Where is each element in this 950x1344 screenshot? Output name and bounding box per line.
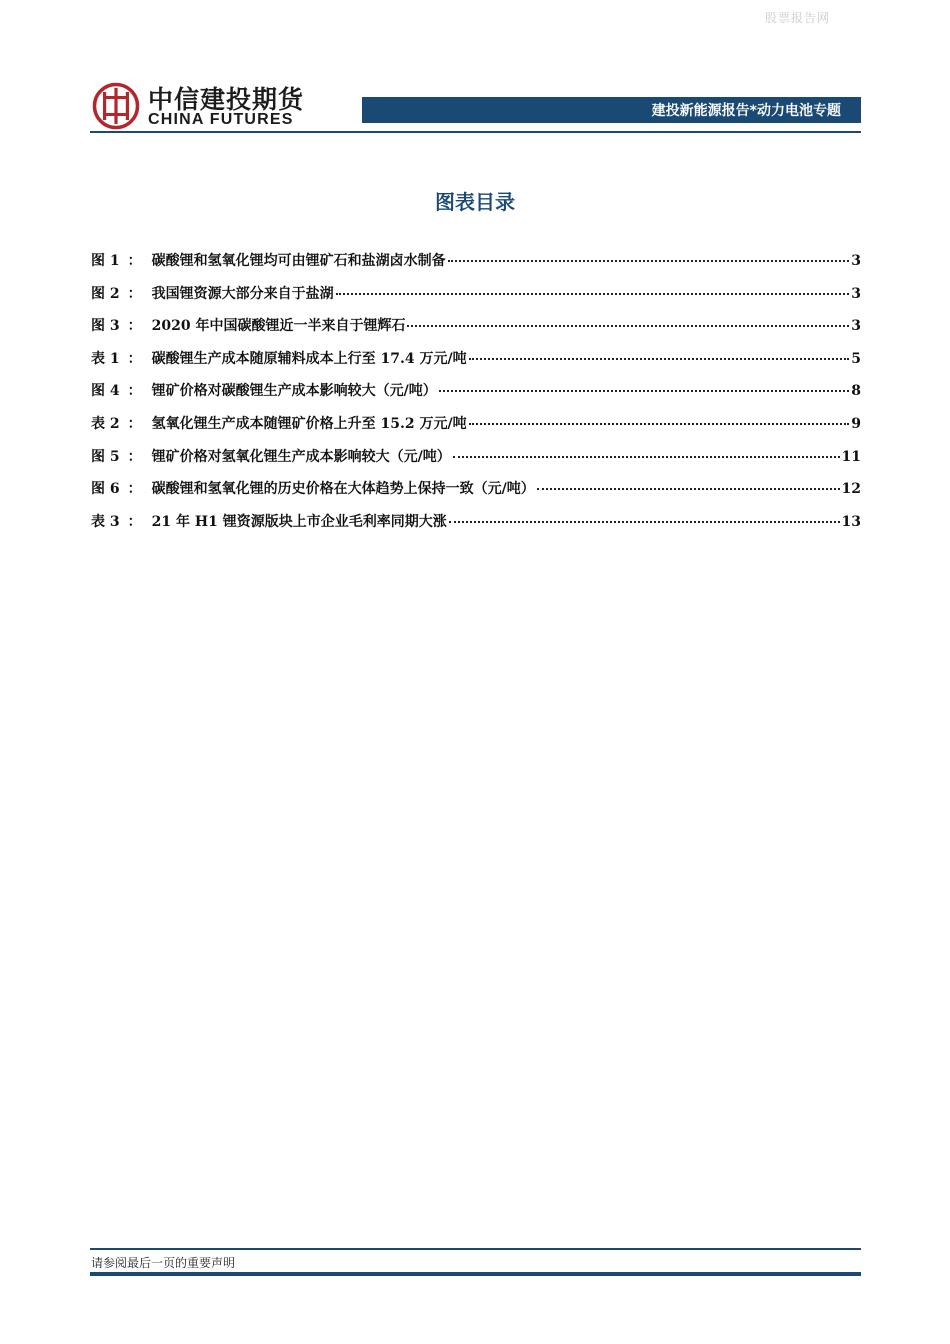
toc-entry-separator: ： [127,513,142,530]
toc-entry[interactable] [91,446,861,479]
toc-entry-separator: ： [127,481,142,498]
toc-entry-title: 碳酸锂和氢氧化锂均可由锂矿石和盐湖卤水制备 [151,253,446,269]
toc-entry-label: 表 3 [91,513,120,530]
toc-entry-label: 表 1 [91,350,120,367]
toc-dot-leader [449,521,840,523]
toc-entry-page: 3 [851,253,861,269]
toc-entry-label: 图 3 [91,318,120,335]
toc-entry[interactable] [91,348,861,381]
toc-entry-title: 2020 年中国碳酸锂近一半来自于锂辉石 [151,318,406,335]
page-title: 图表目录 [435,190,515,214]
toc-entry-separator: ： [127,415,142,432]
toc-entry-label: 图 4 [91,383,120,400]
toc-entry-page: 11 [841,448,861,465]
brand-name-cn: 中信建投期货 [148,85,305,114]
table-of-figures [91,250,861,543]
toc-entry[interactable] [91,380,861,413]
toc-entry-title: 我国锂资源大部分来自于盐湖 [151,285,334,302]
footer-divider [90,1248,861,1250]
toc-dot-leader [537,488,840,490]
toc-entry-title: 碳酸锂和氢氧化锂的历史价格在大体趋势上保持一致（元/吨） [151,481,535,498]
toc-dot-leader [439,390,850,392]
toc-entry-label: 表 2 [91,415,120,432]
footer-divider-thick [90,1272,861,1276]
toc-dot-leader [469,358,850,360]
toc-entry-page: 3 [851,318,861,335]
toc-entry-separator: ： [127,253,142,269]
toc-entry-page: 3 [851,285,861,302]
toc-entry-title: 氢氧化锂生产成本随锂矿价格上升至 15.2 万元/吨 [151,415,467,432]
toc-entry[interactable] [91,250,861,283]
toc-dot-leader [448,260,850,262]
toc-entry-separator: ： [127,383,142,400]
toc-entry-page: 12 [841,481,861,498]
page-header [90,78,861,134]
toc-entry[interactable] [91,315,861,348]
toc-entry[interactable] [91,283,861,316]
toc-dot-leader [407,325,849,327]
toc-entry-separator: ： [127,350,142,367]
toc-entry-separator: ： [127,318,142,335]
toc-entry-page: 9 [851,415,861,432]
toc-entry[interactable] [91,413,861,446]
header-divider [90,131,861,133]
toc-entry[interactable] [91,478,861,511]
header-band [362,97,861,123]
footer-disclaimer: 请参阅最后一页的重要声明 [91,1256,236,1270]
toc-dot-leader [336,293,850,295]
toc-entry-label: 图 2 [91,285,120,302]
toc-entry-title: 锂矿价格对氢氧化锂生产成本影响较大（元/吨） [151,448,451,465]
toc-entry[interactable] [91,511,861,544]
toc-entry-label: 图 6 [91,481,120,498]
toc-entry-label: 图 5 [91,448,120,465]
toc-entry-label: 图 1 [91,253,120,269]
toc-dot-leader [453,456,840,458]
toc-entry-page: 5 [851,350,861,367]
toc-entry-page: 13 [841,513,861,530]
citic-logo-icon [92,82,140,130]
watermark-text: 股票报告网 [764,11,830,25]
report-series-title: 建投新能源报告*动力电池专题 [651,103,841,119]
toc-entry-title: 碳酸锂生产成本随原辅料成本上行至 17.4 万元/吨 [151,350,467,367]
toc-entry-separator: ： [127,448,142,465]
toc-entry-page: 8 [851,383,861,400]
toc-entry-title: 锂矿价格对碳酸锂生产成本影响较大（元/吨） [151,383,437,400]
toc-dot-leader [469,423,850,425]
toc-entry-title: 21 年 H1 锂资源版块上市企业毛利率同期大涨 [151,513,447,530]
toc-entry-separator: ： [127,285,142,302]
brand-name-en: CHINA FUTURES [148,111,294,128]
